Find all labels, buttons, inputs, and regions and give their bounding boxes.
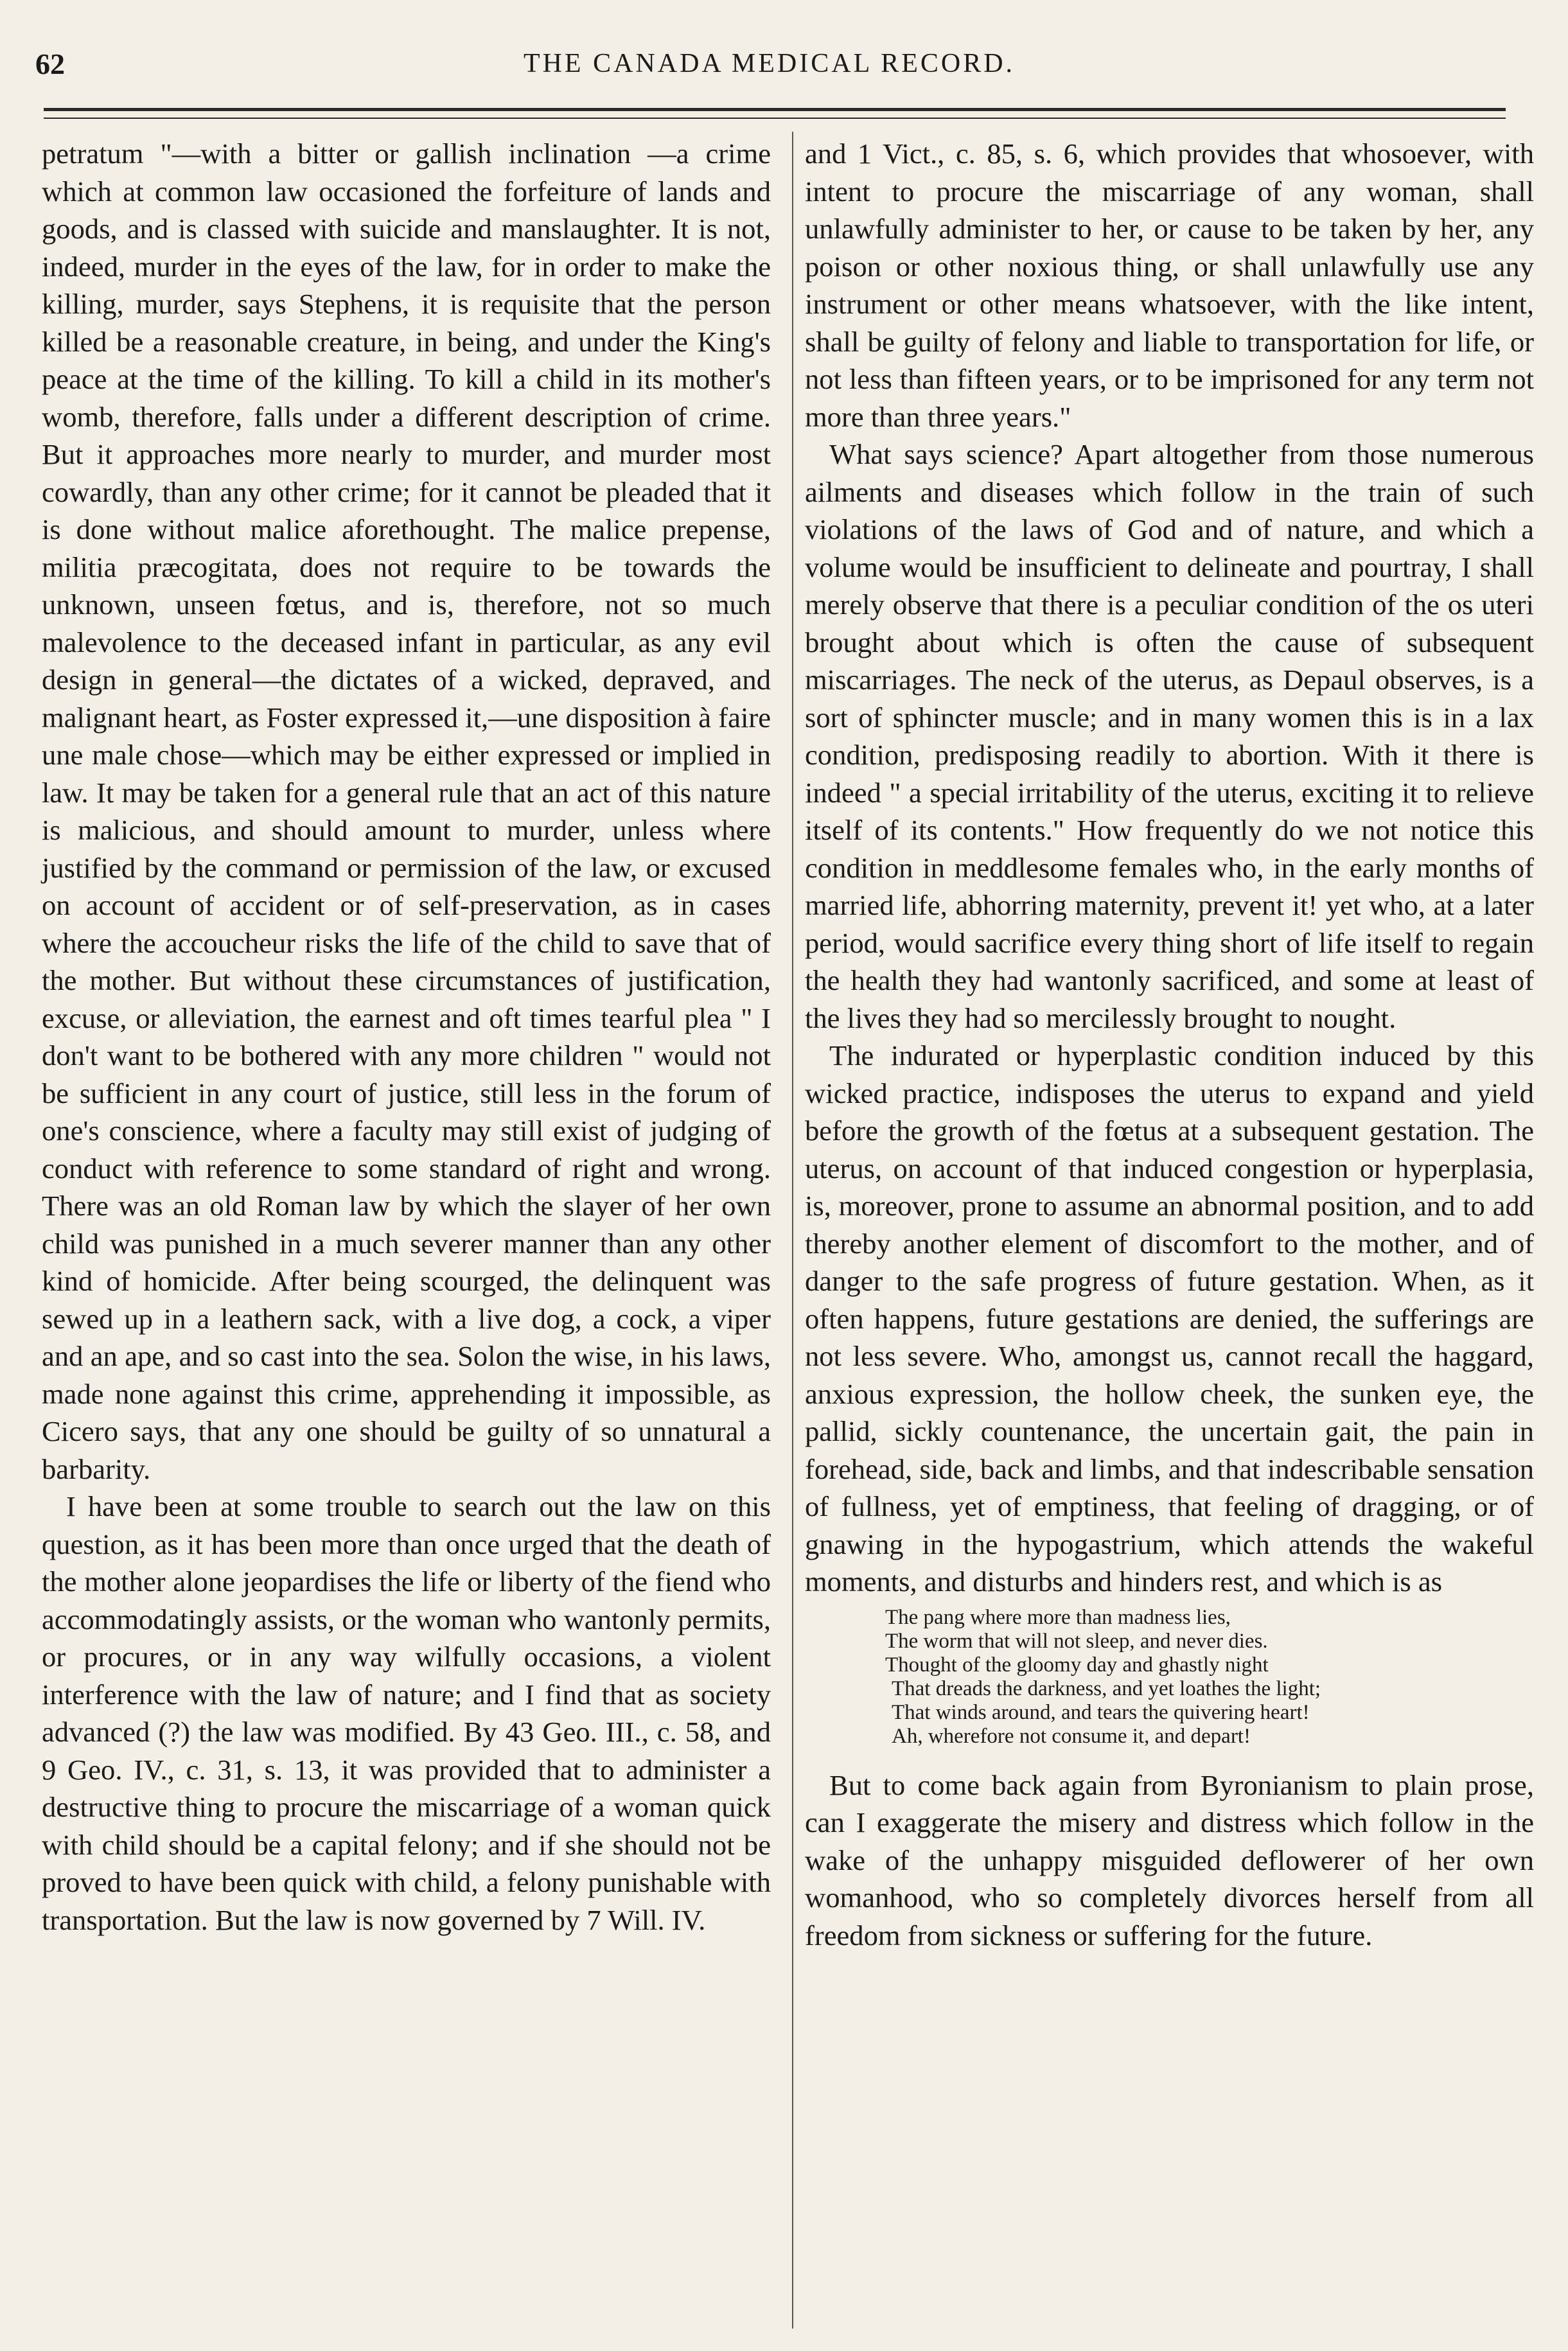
left-column bbox=[42, 135, 771, 1939]
right-column bbox=[805, 135, 1534, 1954]
verse-line: The pang where more than madness lies, bbox=[885, 1605, 1231, 1629]
verse-line: Ah, wherefore not consume it, and depart! bbox=[892, 1724, 1251, 1748]
verse-quotation bbox=[805, 1606, 1534, 1748]
body-paragraph: But to come back again from Byronianism to plain prose, can I exaggerate the misery and distress which follow in the wake of the unhappy misguided deflowerer of her own womanhood, who so completely divorces herself from all freedom from sickness or suffering for the future. bbox=[805, 1768, 1534, 1951]
verse-line: That winds around, and tears the quivering heart! bbox=[892, 1700, 1310, 1724]
body-paragraph: The indurated or hyperplastic condition induced by this wicked practice, indisposes the uterus to expand and yield before the growth of the fœtus at a subsequent gestation. The uterus, on account of that induced congestion or hyperplasia, is, moreover, prone to assume an abnormal position, and to add thereby another element of discomfort to the mother, and of danger to the safe progress of future gestation. When, as it often happens, future gestations are denied, the sufferings are not less severe. Who, amongst us, cannot recall the haggard, anxious expression, the hollow cheek, the sunken eye, the pallid, sickly countenance, the uncertain gait, the pain in forehead, side, back and limbs, and that indescribable sensation of fullness, yet of emptiness, that feeling of dragging, or of gnawing in the hypogastrium, which attends the wakeful moments, and disturbs and hinders rest, and which is as bbox=[805, 1039, 1534, 1598]
body-paragraph: What says science? Apart altogether from those numerous ailments and diseases which follow in the train of such violations of the laws of God and of nature, and which a volume would be insufficient to delineate and pourtray, I shall merely observe that there is a peculiar condition of the os uteri brought about which is often the cause of subsequent miscarriages. The neck of the uterus, as Depaul observes, is a sort of sphincter muscle; and in many women this is in a lax condition, predisposing readily to abortion. With it there is indeed " a special irritability of the uterus, exciting it to relieve itself of its contents." How frequently do we not notice this condition in meddlesome females who, in the early months of married life, abhorring maternity, prevent it! yet who, at a later period, would sacrifice every thing short of life itself to regain the health they had wantonly sacrificed, and some at least of the lives they had so mercilessly brought to nought. bbox=[805, 438, 1534, 1034]
verse-line: Thought of the gloomy day and ghastly night bbox=[885, 1653, 1269, 1677]
verse-line: The worm that will not sleep, and never dies. bbox=[885, 1629, 1268, 1653]
page-header bbox=[35, 35, 1503, 112]
body-paragraph: I have been at some trouble to search out the law on this question, as it has been more than once urged that the death of the mother alone jeopardises the life or liberty of the fiend who accommodatingly assists, or the woman who wantonly permits, or procures, or in any way wilfully occasions, a violent interference with the law of nature; and I find that as society advanced (?) the law was modified. By 43 Geo. III., c. 58, and 9 Geo. IV., c. 31, s. 13, it was provided that to administer a destructive thing to procure the miscarriage of a woman quick with child should be a capital felony; and if she should not be proved to have been quick with child, a felony punishable with transportation. But the law is now governed by 7 Will. IV. bbox=[42, 1490, 771, 1936]
header-rule-thick bbox=[44, 108, 1506, 111]
column-divider bbox=[792, 132, 793, 2329]
journal-title: THE CANADA MEDICAL RECORD. bbox=[523, 49, 1016, 78]
body-paragraph: petratum "—with a bitter or gallish inclination —a crime which at common law occasioned the forfeiture of lands and goods, and is classed with suicide and manslaughter. It is not, indeed, murder in the eyes of the law, for in order to make the killing, murder, says Stephens, it is requisite that the person killed be a reasonable creature, in being, and under the King's peace at the time of the killing. To kill a child in its mother's womb, therefore, falls under a different description of crime. But it approaches more nearly to murder, and murder most cowardly, than any other crime; for it cannot be pleaded that it is done without malice aforethought. The malice prepense, militia præcogitata, does not require to be towards the unknown, unseen fœtus, and is, therefore, not so much malevolence to the deceased infant in particular, as any evil design in general—the dictates of a wicked, depraved, and malignant heart, as Foster expressed it,—une disposition à faire une male chose—which may be either expressed or implied in law. It may be taken for a general rule that an act of this nature is malicious, and should amount to murder, unless where justified by the command or permission of the law, or excused on account of accident or of self-preservation, as in cases where the accoucheur risks the life of the child to save that of the mother. But without these circumstances of justification, excuse, or alleviation, the earnest and oft times tearful plea " I don't want to be bothered with any more children " would not be sufficient in any court of justice, still less in the forum of one's conscience, where a faculty may still exist of judging of conduct with reference to some standard of right and wrong. There was an old Roman law by which the slayer of her own child was punished in a much severer manner than any other kind of homicide. After being scourged, the delinquent was sewed up in a leathern sack, with a live dog, a cock, a viper and an ape, and so cast into the sea. Solon the wise, in his laws, made none against this crime, apprehending it impossible, as Cicero says, that any one should be guilty of so unnatural a barbarity. bbox=[42, 137, 771, 1485]
header-rule-thin bbox=[44, 118, 1506, 119]
verse-line: That dreads the darkness, and yet loathes the light; bbox=[892, 1677, 1321, 1700]
body-paragraph: and 1 Vict., c. 85, s. 6, which provides that whosoever, with intent to procure the miscarriage of any woman, shall unlawfully administer to her, or cause to be taken by her, any poison or other noxious thing, or shall unlawfully use any instrument or other means whatsoever, with the like intent, shall be guilty of felony and liable to transportation for life, or not less than fifteen years, or to be imprisoned for any term not more than three years." bbox=[805, 137, 1534, 433]
page-number: 62 bbox=[35, 48, 65, 80]
